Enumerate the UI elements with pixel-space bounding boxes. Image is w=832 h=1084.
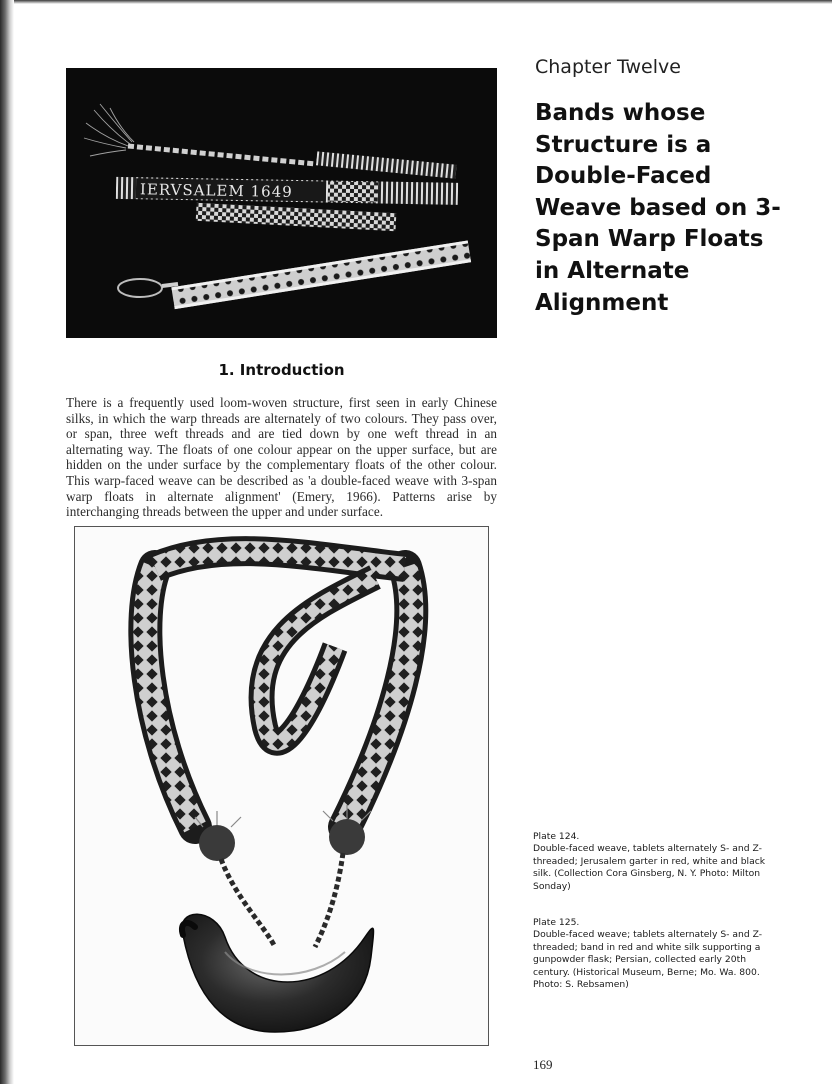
page-top-edge xyxy=(0,0,832,4)
introduction-paragraph: There is a frequently used loom-woven structure, first seen in early Chinese silks, in which the warp threads are alternately of two colours. They pass over, or span, three weft threads and are tied down by one weft thread in an alternating way. The floats of one colour appear on the upper surface, but are hidden on the under surface by the complementary floats of the other colour. This warp-faced weave can be described as 'a double-faced weave with 3-span warp floats in alternate alignment' (Emery, 1966). Patterns arise by interchanging threads between the upper and under surface. xyxy=(66,395,497,520)
plate-125-text: Double-faced weave; tablets alternately S- and Z-threaded; band in red and white silk supporting a gunpowder flask; Persian, collected early 20th century. (Historical Museum, Berne; Mo. Wa. 800. Photo: S. Rebsamen) xyxy=(533,929,763,991)
plate-125-photo xyxy=(74,526,489,1046)
plate-124-text: Double-faced weave, tablets alternately S- and Z-threaded; Jerusalem garter in red, white and black silk. (Collection Cora Ginsberg, N. Y. Photo: Milton Sonday) xyxy=(533,843,766,892)
garter-bands-illustration xyxy=(66,68,497,338)
plate-124-label: Plate 124. xyxy=(533,831,580,842)
plate-124-caption xyxy=(533,831,773,893)
plate-125-caption xyxy=(533,917,773,991)
garter-inscription: IERVSALEM 1649 xyxy=(139,180,293,201)
page-binding-edge xyxy=(0,0,14,1084)
section-heading: 1. Introduction xyxy=(218,361,345,379)
powder-flask-illustration xyxy=(75,527,488,1045)
plate-124-photo xyxy=(66,68,497,338)
page-number: 169 xyxy=(533,1057,553,1072)
chapter-label: Chapter Twelve xyxy=(535,56,681,78)
plate-125-label: Plate 125. xyxy=(533,917,580,928)
chapter-title: Bands whose Structure is a Double-Faced Weave based on 3-Span Warp Floats in Alternate Alignment xyxy=(535,100,781,316)
